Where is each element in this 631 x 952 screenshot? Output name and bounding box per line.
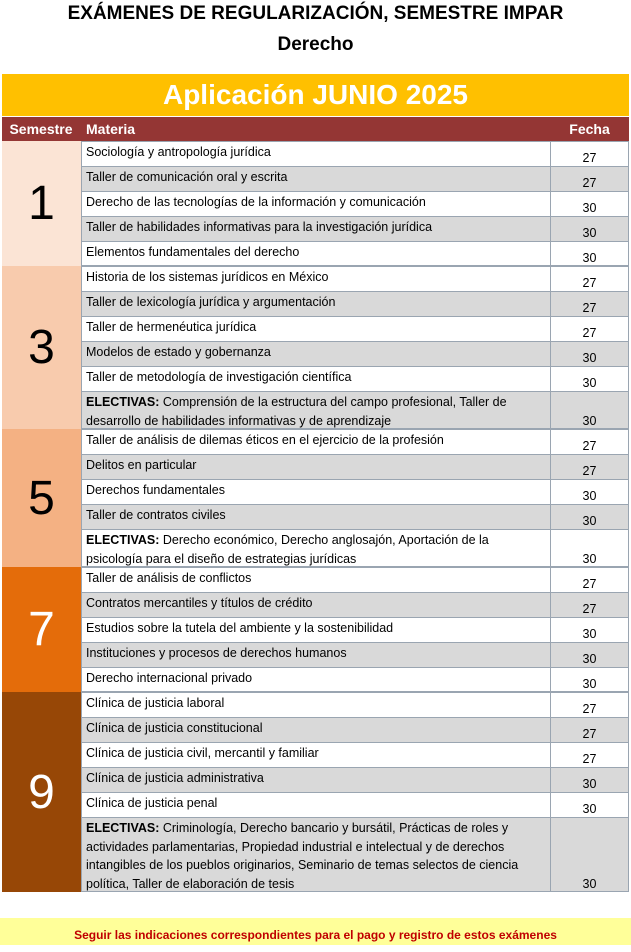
fecha-cell: 27: [550, 317, 629, 341]
table-row: [81, 241, 629, 266]
materia-cell: [81, 530, 550, 567]
group-bottom-border: [81, 891, 629, 892]
column-header-semestre: Semestre: [9, 121, 73, 137]
table-row: [81, 667, 629, 692]
table-row: [81, 341, 629, 366]
fecha-cell: 30: [550, 392, 629, 429]
semester-number: 1: [2, 141, 81, 266]
fecha-cell: 30: [550, 242, 629, 266]
table-row: [81, 692, 629, 717]
semester-number: 9: [2, 692, 81, 892]
materia-cell: Taller de comunicación oral y escrita: [81, 167, 550, 191]
materia-cell: Historia de los sistemas jurídicos en México: [81, 267, 550, 291]
table-row: [81, 191, 629, 216]
semester-number: 5: [2, 429, 81, 567]
materia-cell: Clínica de justicia constitucional: [81, 718, 550, 742]
electivas-label: ELECTIVAS:: [86, 533, 160, 547]
electivas-list: Comprensión de la estructura del campo profesional, Taller de desarrollo de habilidades informativas y de aprendizaje: [86, 395, 507, 428]
application-banner: Aplicación JUNIO 2025: [2, 74, 629, 116]
fecha-cell: 30: [550, 367, 629, 391]
table-row: [81, 454, 629, 479]
fecha-cell: 30: [550, 342, 629, 366]
materia-cell: Taller de análisis de dilemas éticos en el ejercicio de la profesión: [81, 430, 550, 454]
materia-cell: Derecho internacional privado: [81, 668, 550, 692]
materia-cell: Clínica de justicia administrativa: [81, 768, 550, 792]
table-row: [81, 429, 629, 454]
semester-group: [2, 266, 629, 429]
materia-cell: Elementos fundamentales del derecho: [81, 242, 550, 266]
electivas-row: [81, 529, 629, 567]
semester-group: [2, 692, 629, 892]
column-header-fecha: Fecha: [569, 121, 610, 137]
fecha-cell: 30: [550, 618, 629, 642]
electivas-list: Criminología, Derecho bancario y bursátil, Prácticas de roles y actividades parlamentarias, Propiedad industrial e intelectual y de derechos intangibles de los pueblos originarios, Seminario de temas selectos de ciencia política, Taller de elaboración de tesis: [86, 821, 519, 891]
electivas-row: [81, 391, 629, 429]
table-row: [81, 266, 629, 291]
semester-group: [2, 429, 629, 567]
fecha-cell: 30: [550, 505, 629, 529]
electivas-label: ELECTIVAS:: [86, 395, 160, 409]
fecha-cell: 27: [550, 568, 629, 592]
materia-cell: Instituciones y procesos de derechos humanos: [81, 643, 550, 667]
materia-cell: Taller de análisis de conflictos: [81, 568, 550, 592]
table-row: [81, 291, 629, 316]
fecha-cell: 30: [550, 643, 629, 667]
column-header-materia: Materia: [86, 121, 136, 137]
fecha-cell: 27: [550, 430, 629, 454]
table-row: [81, 141, 629, 166]
fecha-cell: 27: [550, 142, 629, 166]
table-row: [81, 479, 629, 504]
fecha-cell: 27: [550, 693, 629, 717]
table-row: [81, 504, 629, 529]
fecha-cell: 27: [550, 292, 629, 316]
fecha-cell: 27: [550, 593, 629, 617]
table-row: [81, 166, 629, 191]
materia-cell: Clínica de justicia penal: [81, 793, 550, 817]
materia-cell: Clínica de justicia civil, mercantil y familiar: [81, 743, 550, 767]
table-row: [81, 642, 629, 667]
table-row: [81, 617, 629, 642]
fecha-cell: 27: [550, 267, 629, 291]
table-row: [81, 767, 629, 792]
electivas-list: Derecho económico, Derecho anglosajón, Aportación de la psicología para el diseño de estrategias jurídicas: [86, 533, 489, 566]
fecha-cell: 27: [550, 743, 629, 767]
table-row: [81, 717, 629, 742]
footer-note: Seguir las indicaciones correspondientes para el pago y registro de estos exámenes: [0, 918, 631, 945]
fecha-cell: 27: [550, 718, 629, 742]
materia-cell: [81, 392, 550, 429]
materia-cell: Clínica de justicia laboral: [81, 693, 550, 717]
materia-cell: Derechos fundamentales: [81, 480, 550, 504]
materia-cell: Taller de metodología de investigación científica: [81, 367, 550, 391]
semester-number: 3: [2, 266, 81, 429]
materia-cell: Sociología y antropología jurídica: [81, 142, 550, 166]
table-row: [81, 316, 629, 341]
materia-cell: [81, 818, 550, 892]
table-row: [81, 792, 629, 817]
fecha-cell: 27: [550, 167, 629, 191]
materia-cell: Contratos mercantiles y títulos de crédito: [81, 593, 550, 617]
table-row: [81, 742, 629, 767]
semester-number: 7: [2, 567, 81, 692]
fecha-cell: 30: [550, 530, 629, 567]
fecha-cell: 30: [550, 480, 629, 504]
fecha-cell: 30: [550, 192, 629, 216]
materia-cell: Taller de habilidades informativas para la investigación jurídica: [81, 217, 550, 241]
semester-group: [2, 567, 629, 692]
table-row: [81, 592, 629, 617]
materia-cell: Taller de hermenéutica jurídica: [81, 317, 550, 341]
fecha-cell: 30: [550, 818, 629, 892]
page-title: EXÁMENES DE REGULARIZACIÓN, SEMESTRE IMPAR: [67, 3, 564, 24]
fecha-cell: 30: [550, 217, 629, 241]
electivas-row: [81, 817, 629, 892]
fecha-cell: 30: [550, 793, 629, 817]
career-subtitle: Derecho: [277, 34, 354, 55]
materia-cell: Estudios sobre la tutela del ambiente y la sostenibilidad: [81, 618, 550, 642]
table-row: [81, 567, 629, 592]
fecha-cell: 27: [550, 455, 629, 479]
semester-group: [2, 141, 629, 266]
materia-cell: Derecho de las tecnologías de la información y comunicación: [81, 192, 550, 216]
materia-cell: Taller de contratos civiles: [81, 505, 550, 529]
table-header: [2, 117, 629, 141]
table-row: [81, 366, 629, 391]
fecha-cell: 30: [550, 768, 629, 792]
electivas-label: ELECTIVAS:: [86, 821, 160, 835]
materia-cell: Taller de lexicología jurídica y argumentación: [81, 292, 550, 316]
materia-cell: Delitos en particular: [81, 455, 550, 479]
materia-cell: Modelos de estado y gobernanza: [81, 342, 550, 366]
table-row: [81, 216, 629, 241]
fecha-cell: 30: [550, 668, 629, 692]
